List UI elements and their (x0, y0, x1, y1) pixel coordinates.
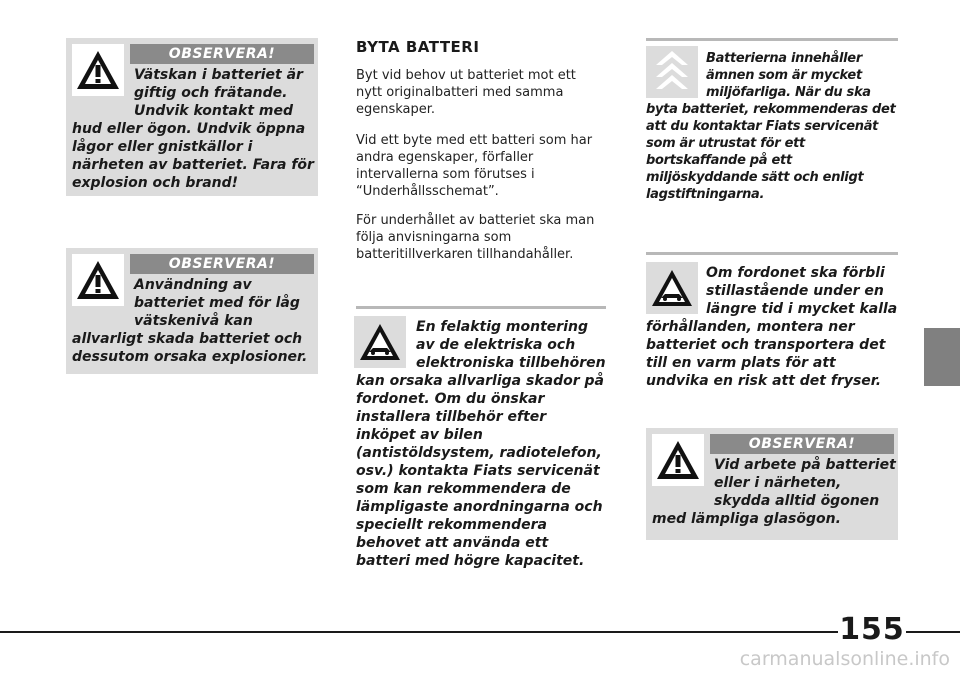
paragraph-2: Vid ett byte med ett batteri som har andra egenskaper, förfaller intervallerna som förutses i “Underhållsschemat”. (356, 133, 593, 199)
warning-text: Vid arbete på batteriet eller i närheten, skydda alltid ögonen med lämpliga glasögon. (652, 457, 896, 527)
warning-box-1 (66, 38, 318, 196)
section-title: BYTA BATTERI (356, 38, 480, 56)
section-tab (924, 328, 960, 386)
divider (646, 38, 898, 41)
watermark: carmanualsonline.info (739, 648, 950, 670)
footer-rule (906, 631, 960, 633)
warning-box-3 (646, 428, 898, 540)
divider (356, 306, 606, 309)
warning-box-2 (66, 248, 318, 374)
warning-text: Vätskan i batteriet är giftig och frätande. Undvik kontakt med hud eller ögon. Undvik öppna lågor eller gnistkällor i närheten av batteriet. Fara för explosion och brand! (72, 67, 314, 191)
observera-label: OBSERVERA! (130, 44, 314, 64)
observera-label: OBSERVERA! (130, 254, 314, 274)
paragraph-1: Byt vid behov ut batteriet mot ett nytt originalbatteri med samma egenskaper. (356, 68, 576, 117)
environment-note-text: Batterierna innehåller ämnen som är mycket miljöfarliga. När du ska byta batteriet, rekommenderas det att du kontaktar Fiats servicenät som är utrustat för ett bortskaffande på ett miljöskyddande sätt och enligt lagstiftningarna. (646, 51, 896, 202)
page-number: 155 (839, 612, 905, 647)
observera-label: OBSERVERA! (710, 434, 894, 454)
footer-rule (0, 631, 838, 633)
cold-storage-note-text: Om fordonet ska förbli stillastående under en längre tid i mycket kalla förhållanden, montera ner batteriet och transportera det till en varm plats för att undvika en risk att det fryser. (646, 265, 898, 389)
warning-text: Användning av batteriet med för låg vätskenivå kan allvarligt skada batteriet och dessutom orsaka explosioner. (72, 277, 308, 365)
divider (646, 252, 898, 255)
accessory-note-text: En felaktig montering av de elektriska och elektroniska tillbehören kan orsaka allvarliga skador på fordonet. Om du önskar installera tillbehör efter inköpet av bilen (antistöldsystem, radiotelefon, osv.) kontakta Fiats servicenät som kan rekommendera de lämpligaste anordningarna och speciellt rekommendera behovet att använda ett batteri med högre kapacitet. (356, 319, 606, 569)
paragraph-3: För underhållet av batteriet ska man följa anvisningarna som batteritillverkaren tillhandahåller. (356, 213, 595, 262)
